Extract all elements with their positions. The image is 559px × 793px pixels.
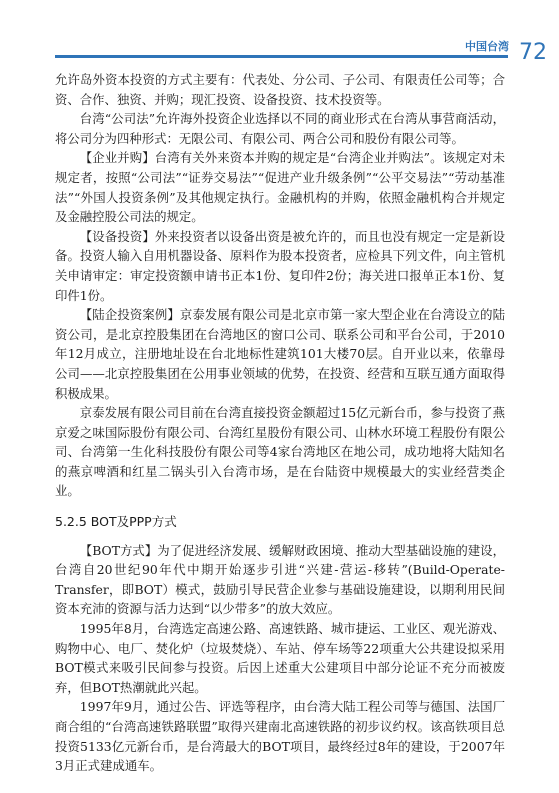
header-label: 中国台湾 <box>465 40 509 53</box>
paragraph: 台湾“公司法”允许海外投资企业选择以不同的商业形式在台湾从事营商活动，将公司分为四种形式：无限公司、有限公司、两合公司和股份有限公司等。 <box>55 111 505 146</box>
paragraph: 【企业并购】台湾有关外来资本并购的规定是“台湾企业并购法”。该规定对未规定者，按照“公司法”“证券交易法”“促进产业升级条例”“公平交易法”“劳动基准法”“外国人投资条例”及其他规定执行。金融机构的并购，依照金融机构合并规定及金融控股公司法的规定。 <box>55 150 505 225</box>
paragraph: 【BOT方式】为了促进经济发展、缓解财政困境、推动大型基础设施的建设，台湾自20世纪90年代中期开始逐步引进“兴建-营运-移转”(Build-Operate-Transfer，即BOT）模式，鼓励引导民营企业参与基础设施建设，以期利用民间资本充沛的资源与活力达到“以少带多”的放大效应。 <box>55 542 505 617</box>
paragraph: 京泰发展有限公司目前在台湾直接投资金额超过15亿元新台币，参与投资了燕京爱之味国际股份有限公司、台湾红星股份有限公司、山林水环境工程股份有限公司、台湾第一生化科技股份有限公司等4家台湾地区在地公司，成功地将大陆知名的燕京啤酒和红星二锅头引入台湾市场，是在台陆资中规模最大的实业经营类企业。 <box>55 405 505 499</box>
page-body <box>55 70 505 776</box>
header-rule <box>55 55 508 58</box>
section-heading: 5.2.5 BOT及PPP方式 <box>55 514 177 530</box>
paragraph: 允许岛外资本投资的方式主要有：代表处、分公司、子公司、有限责任公司等；合资、合作、独资、并购；现汇投资、设备投资、技术投资等。 <box>55 72 505 107</box>
paragraph: 【设备投资】外来投资者以设备出资是被允许的，而且也没有规定一定是新设备。投资人输入自用机器设备、原料作为股本投资者，应检具下列文件，向主管机关申请审定：审定投资额申请书正本1份、复印件2份；海关进口报单正本1份、复印件1份。 <box>55 228 505 303</box>
paragraph: 1995年8月，台湾选定高速公路、高速铁路、城市捷运、工业区、观光游戏、购物中心、电厂、焚化炉（垃圾焚烧）、车站、停车场等22项重大公共建设拟采用BOT模式来吸引民间参与投资。后因上述重大公建项目中部分论证不充分而被废弃，但BOT热潮就此兴起。 <box>55 621 505 695</box>
page-number: 72 <box>519 40 547 65</box>
paragraph: 1997年9月，通过公告、评选等程序，由台湾大陆工程公司等与德国、法国厂商合组的“台湾高速铁路联盟”取得兴建南北高速铁路的初步议约权。该高铁项目总投资5133亿元新台币，是台湾最大的BOT项目，最终经过8年的建设，于2007年3月正式建成通车。 <box>55 699 505 774</box>
paragraph: 【陆企投资案例】京泰发展有限公司是北京市第一家大型企业在台湾设立的陆资公司，是北京控股集团在台湾地区的窗口公司、联系公司和平台公司，于2010年12月成立，注册地址设在台北地标性建筑101大楼70层。自开业以来，依靠母公司——北京控股集团在公用事业领域的优势，在投资、经营和互联互通方面取得积极成果。 <box>55 307 505 401</box>
